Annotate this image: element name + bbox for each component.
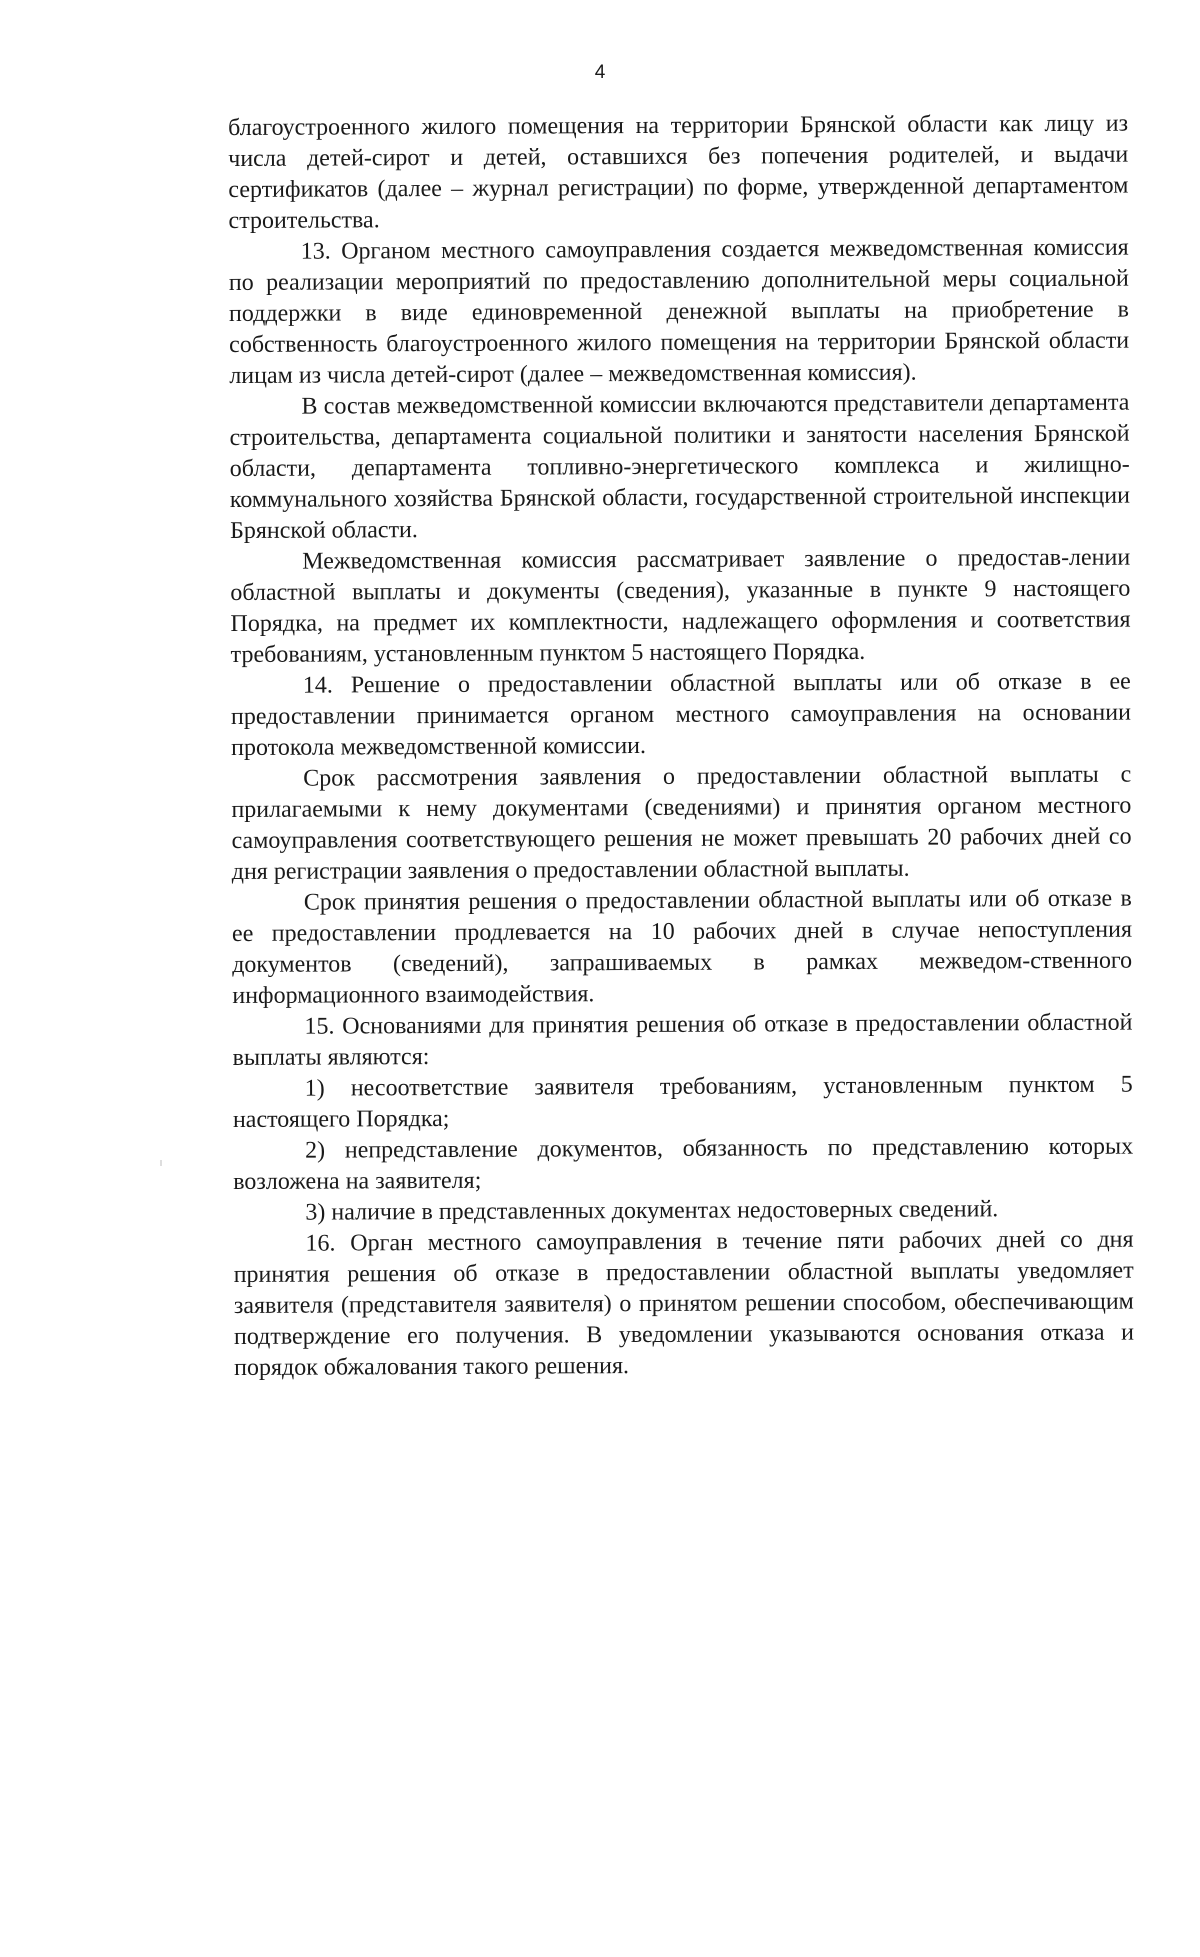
paragraph-continuation: благоустроенного жилого помещения на территории Брянской области как лицу из числа детей-сирот и детей, оставшихся без попечения родителей, и выдачи сертификатов (далее – журнал регистрации) по форме, утвержденной департаментом строительства. bbox=[228, 110, 1129, 234]
paragraph-commission-composition: В состав межведомственной комиссии включаются представители департамента строительства, департамента социальной политики и занятости населения Брянской области, департамента топливно-энергетического комплекса и жилищно-коммунального хозяйства Брянской области, государственной строительной инспекции Брянской области. bbox=[229, 389, 1130, 544]
paragraph-item-14: 14. Решение о предоставлении областной выплаты или об отказе в ее предоставлении принимается органом местного самоуправления на основании протокола межведомственной комиссии. bbox=[230, 668, 1132, 761]
page-number: 4 bbox=[594, 62, 606, 83]
paragraph-commission-review: Межведомственная комиссия рассматривает заявление о предостав-лении областной выплаты и документы (сведения), указанные в пункте 9 настоящего Порядка, на предмет их комплектности, надлежащего оформления и соответствия требованиям, установленным пунктом 5 настоящего Порядка. bbox=[230, 544, 1131, 668]
paragraph-item-16: 16. Орган местного самоуправления в течение пяти рабочих дней со дня принятия решения об отказе в предоставлении областной выплаты уведомляет заявителя (представителя заявителя) о принятом решении способом, обеспечивающим подтверждение его получения. В уведомлении указываются основания отказа и порядок обжалования такого решения. bbox=[233, 1226, 1135, 1381]
list-item-2: 2) непредставление документов, обязанность по представлению которых возложена на заявителя; bbox=[233, 1133, 1134, 1195]
scan-artifact bbox=[160, 1160, 162, 1166]
document-body bbox=[228, 109, 1134, 1384]
list-item-3: 3) наличие в представленных документах недостоверных сведений. bbox=[305, 1196, 999, 1226]
paragraph-review-period: Срок рассмотрения заявления о предоставлении областной выплаты с прилагаемыми к нему документами (сведениями) и принятия органом местного самоуправления соответствующего решения не может превышать 20 рабочих дней со дня регистрации заявления о предоставлении областной выплаты. bbox=[231, 761, 1132, 885]
paragraph-item-13: 13. Органом местного самоуправления создается межведомственная комиссия по реализации мероприятий по предоставлению дополнительной меры социальной поддержки в виде единовременной денежной выплаты на приобретение в собственность благоустроенного жилого помещения на территории Брянской области лицам из числа детей-сирот (далее – межведомственная комиссия). bbox=[228, 234, 1130, 389]
paragraph-item-15: 15. Основаниями для принятия решения об отказе в предоставлении областной выплаты являются: bbox=[232, 1009, 1133, 1071]
paragraph-extension-period: Срок принятия решения о предоставлении областной выплаты или об отказе в ее предоставлении продлевается на 10 рабочих дней в случае непоступления документов (сведений), запрашиваемых в рамках межведом-ственного информационного взаимодействия. bbox=[231, 885, 1133, 1009]
list-item-1: 1) несоответствие заявителя требованиям, установленным пунктом 5 настоящего Порядка; bbox=[232, 1071, 1133, 1133]
